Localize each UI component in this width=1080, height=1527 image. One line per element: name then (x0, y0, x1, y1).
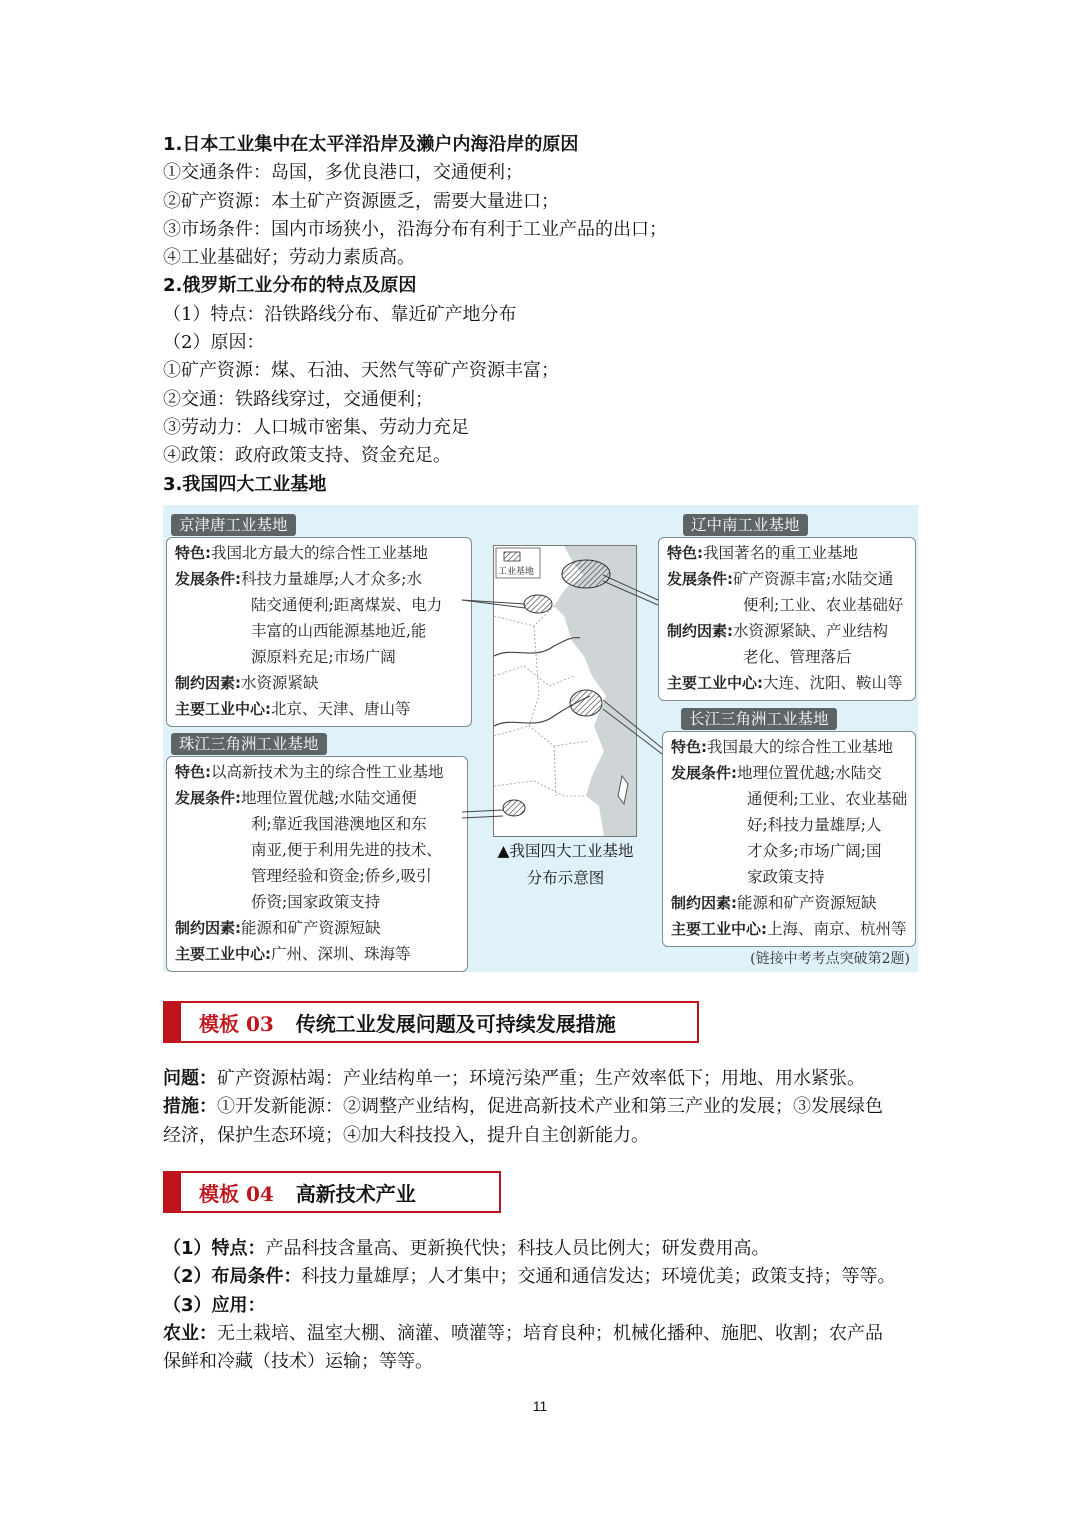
template-03-title: 传统工业发展问题及可持续发展措施 (295, 1011, 616, 1036)
lzn-label: 制约因素: (667, 622, 733, 640)
template-04-body (163, 1235, 923, 1376)
zsj-label: 主要工业中心: (175, 945, 271, 963)
agriculture-text: 无土栽培、温室大棚、滴灌、喷灌等；培育良种；机械化播种、施肥、收割；农产品 (217, 1322, 883, 1344)
measures-label: 措施： (163, 1096, 217, 1118)
lzn-label: 发展条件: (667, 570, 733, 588)
section2-item: ③劳动力：人口城市密集、劳动力充足 (163, 416, 469, 438)
header-accent-bar (163, 1001, 181, 1043)
zsj-text: 以高新技术为主的综合性工业基地 (211, 763, 444, 781)
section1-heading: 1.日本工业集中在太平洋沿岸及濑户内海沿岸的原因 (163, 134, 579, 155)
section3-heading: 3.我国四大工业基地 (163, 473, 327, 495)
section2-item: ④政策：政府政策支持、资金充足。 (163, 445, 451, 467)
jjt-tag: 京津唐工业基地 (171, 514, 296, 536)
connector-lines (163, 505, 918, 972)
conditions-label: （2）布局条件： (163, 1266, 302, 1288)
section2-item: ①矿产资源：煤、石油、天然气等矿产资源丰富； (163, 360, 559, 382)
jjt-text: 源原料充足;市场广阔 (251, 648, 396, 666)
connector-lzn (603, 581, 658, 605)
csj-label: 主要工业中心: (671, 920, 767, 938)
lzn-label: 特色: (667, 544, 703, 562)
csj-text: 通便利;工业、农业基础 (747, 790, 908, 808)
problem-text: 矿产资源枯竭：产业结构单一；环境污染严重；生产效率低下；用地、用水紧张。 (217, 1068, 865, 1089)
section2-item: ②交通：铁路线穿过，交通便利； (163, 388, 433, 410)
zsj-text: 地理位置优越;水陆交通便 (241, 789, 417, 807)
zsj-text: 能源和矿产资源短缺 (241, 919, 381, 937)
connector-csj (603, 700, 662, 748)
jjt-text: 我国北方最大的综合性工业基地 (211, 544, 429, 562)
legend-label: 工业基地 (498, 567, 535, 577)
template-04-title: 高新技术产业 (295, 1181, 416, 1206)
problem-label: 问题： (163, 1068, 217, 1089)
conditions-text: 科技力量雄厚；人才集中；交通和通信发达；环境优美；政策支持；等等。 (301, 1266, 896, 1288)
template-04-number: 模板 04 (199, 1181, 274, 1206)
csj-text: 我国最大的综合性工业基地 (707, 738, 894, 756)
csj-text: 家政策支持 (747, 868, 825, 886)
jjt-text: 北京、天津、唐山等 (271, 700, 411, 718)
section1-item: ②矿产资源：本土矿产资源匮乏，需要大量进口； (163, 190, 559, 212)
zsj-tag: 珠江三角洲工业基地 (171, 733, 327, 755)
jjt-text: 陆交通便利;距离煤炭、电力 (251, 596, 443, 614)
template-03-header (163, 1001, 699, 1043)
connector-csj (603, 709, 662, 754)
industrial-bases-figure (163, 505, 918, 972)
template-03-body (163, 1065, 923, 1150)
zsj-text: 南亚,便于利用先进的技术、 (251, 841, 442, 859)
csj-text: 好;科技力量雄厚;人 (747, 816, 882, 834)
feature-text: 产品科技含量高、更新换代快；科技人员比例大；研发费用高。 (265, 1238, 770, 1259)
zsj-label: 特色: (175, 763, 211, 781)
csj-text: 才众多;市场广阔;国 (747, 842, 882, 860)
jjt-label: 制约因素: (175, 674, 241, 692)
measures-text: ①开发新能源：②调整产业结构，促进高新技术产业和第三产业的发展；③发展绿色 (217, 1096, 883, 1118)
application-label: （3）应用： (163, 1294, 266, 1316)
jjt-label: 特色: (175, 544, 211, 562)
jjt-label: 发展条件: (175, 570, 241, 588)
connector-jjt (462, 600, 525, 604)
zsj-text: 管理经验和资金;侨乡,吸引 (251, 867, 432, 885)
csj-text: 上海、南京、杭州等 (767, 920, 907, 938)
header-accent-bar (163, 1171, 181, 1213)
agriculture-label: 农业： (163, 1322, 217, 1344)
connector-zsj (462, 810, 503, 812)
page-number: 11 (532, 1398, 548, 1414)
map-caption-line1: ▲我国四大工业基地 (497, 842, 634, 860)
section2-feature: （1）特点：沿铁路线分布、靠近矿产地分布 (163, 303, 517, 325)
template-04-header (163, 1171, 501, 1213)
measures-text-cont: 经济，保护生态环境；④加大科技投入，提升自主创新能力。 (163, 1124, 649, 1146)
feature-label: （1）特点： (163, 1238, 266, 1259)
section1-item: ③市场条件：国内市场狭小，沿海分布有利于工业产品的出口； (163, 218, 667, 240)
csj-tag: 长江三角洲工业基地 (681, 708, 837, 730)
jjt-label: 主要工业中心: (175, 700, 271, 718)
lzn-label: 主要工业中心: (667, 674, 763, 692)
connector-jjt (462, 600, 525, 608)
section2-reason: （2）原因： (163, 332, 265, 354)
section-1-2-3-text (163, 131, 923, 499)
section1-item: ①交通条件：岛国，多优良港口，交通便利； (163, 162, 523, 184)
lzn-text: 便利;工业、农业基础好 (743, 596, 904, 614)
figure-note: (链接中考考点突破第2题) (750, 951, 910, 967)
lzn-text: 水资源紧缺、产业结构 (733, 622, 889, 640)
lzn-text: 矿产资源丰富;水陆交通 (733, 570, 894, 588)
zsj-text: 侨资;国家政策支持 (251, 893, 381, 911)
section1-item: ④工业基础好；劳动力素质高。 (163, 247, 415, 269)
zsj-text: 利;靠近我国港澳地区和东 (251, 815, 427, 833)
csj-label: 特色: (671, 738, 707, 756)
csj-label: 发展条件: (671, 764, 737, 782)
agriculture-text-cont: 保鲜和冷藏（技术）运输；等等。 (163, 1351, 433, 1373)
jjt-text: 水资源紧缺 (241, 674, 319, 692)
zsj-label: 制约因素: (175, 919, 241, 937)
zsj-text: 广州、深圳、珠海等 (271, 945, 411, 963)
jjt-text: 丰富的山西能源基地近,能 (251, 622, 427, 640)
lzn-tag: 辽中南工业基地 (683, 514, 808, 536)
connector-zsj (462, 816, 503, 818)
jjt-text: 科技力量雄厚;人才众多;水 (241, 570, 422, 588)
map-caption (488, 838, 643, 892)
map-caption-line2: 分布示意图 (526, 869, 605, 887)
csj-text: 能源和矿产资源短缺 (737, 894, 877, 912)
lzn-text: 大连、沈阳、鞍山等 (763, 674, 903, 692)
lzn-text: 老化、管理落后 (743, 648, 852, 666)
lzn-text: 我国著名的重工业基地 (703, 544, 859, 562)
zsj-label: 发展条件: (175, 789, 241, 807)
template-03-number: 模板 03 (199, 1011, 274, 1036)
csj-label: 制约因素: (671, 894, 737, 912)
connector-lzn (603, 575, 658, 600)
section2-heading: 2.俄罗斯工业分布的特点及原因 (163, 275, 417, 297)
csj-text: 地理位置优越;水陆交 (737, 764, 882, 782)
